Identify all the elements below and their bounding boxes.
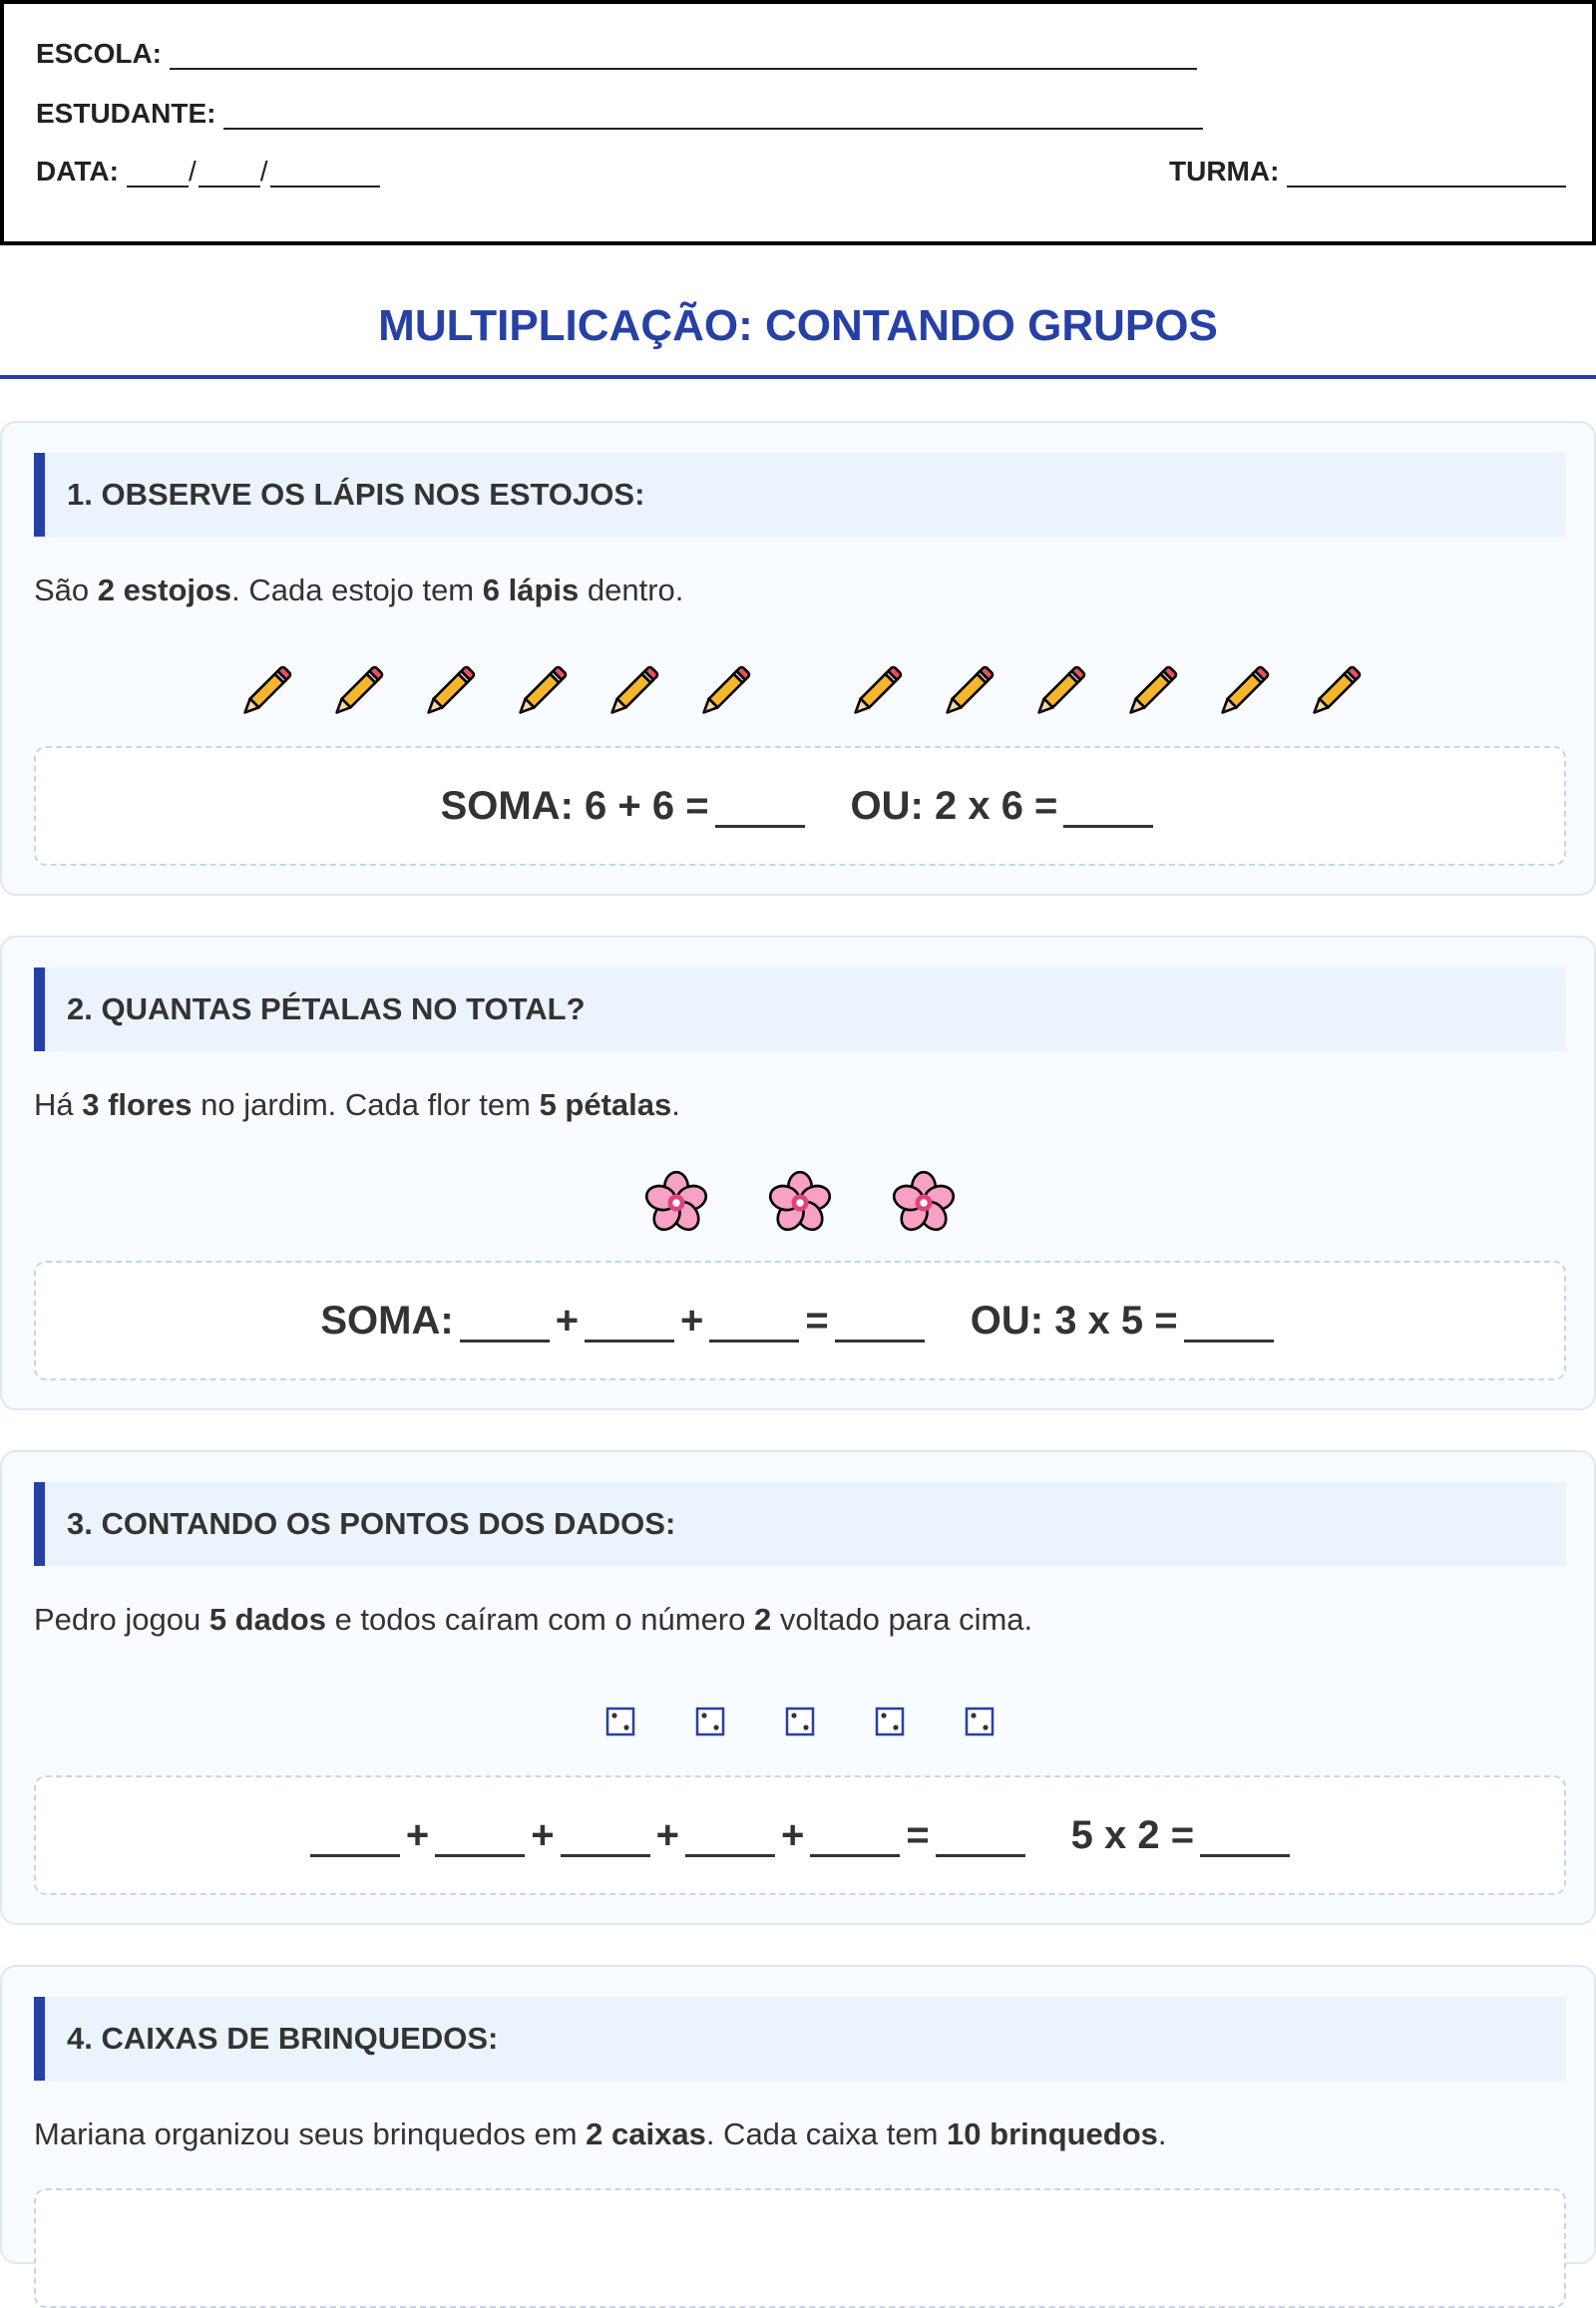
answer-blank[interactable] [709, 1300, 799, 1343]
answer-blank[interactable] [585, 1300, 674, 1343]
student-row [36, 98, 1203, 130]
pencil-icon [691, 659, 757, 725]
pencil-icon [324, 659, 390, 725]
die-face-two-icon [695, 1707, 725, 1736]
page-title: MULTIPLICAÇÃO: CONTANDO GRUPOS [378, 301, 1218, 350]
class-input-line[interactable] [1287, 156, 1566, 188]
pencil-icon [843, 659, 909, 725]
class-label: TURMA: [1169, 156, 1280, 187]
pencil-icon [508, 659, 574, 725]
cherry-blossom-icon [766, 1169, 834, 1237]
pencil-icon [232, 659, 298, 725]
exercise-3-card [0, 1450, 1596, 1925]
answer-blank[interactable] [685, 1814, 775, 1857]
date-month-line[interactable] [199, 156, 260, 188]
exercise-3-text: Pedro jogou 5 dados e todos caíram com o número 2 voltado para cima. [34, 1602, 1033, 1637]
date-row [36, 156, 380, 188]
exercise-1-heading [34, 453, 1566, 537]
school-row [36, 38, 1197, 70]
die-face-two-icon [875, 1707, 905, 1736]
exercise-2-title: 2. QUANTAS PÉTALAS NO TOTAL? [67, 991, 586, 1026]
student-input-line[interactable] [223, 98, 1203, 130]
die-face-two-icon [965, 1707, 995, 1736]
answer-blank[interactable] [561, 1814, 650, 1857]
date-year-line[interactable] [270, 156, 380, 188]
answer-blank[interactable] [460, 1300, 550, 1343]
exercise-1-card [0, 421, 1596, 896]
exercise-3-answer-box: + + + + = 5 x 2 = [34, 1775, 1566, 1895]
multiplication-expression: 5 x 2 = [1070, 1812, 1195, 1857]
exercise-4-heading [34, 1997, 1566, 2081]
pencil-icon [1118, 659, 1184, 725]
exercise-1-title: 1. OBSERVE OS LÁPIS NOS ESTOJOS: [67, 477, 645, 512]
pencil-icon [416, 659, 482, 725]
exercise-1-text: São 2 estojos. Cada estojo tem 6 lápis dentro. [34, 573, 684, 607]
pencil-icon [935, 659, 1000, 725]
pencil-icon [1302, 659, 1368, 725]
student-info-header [0, 0, 1596, 245]
date-separator: / [259, 156, 268, 187]
exercise-4-text: Mariana organizou seus brinquedos em 2 caixas. Cada caixa tem 10 brinquedos. [34, 2116, 1167, 2151]
date-day-line[interactable] [127, 156, 189, 188]
exercise-2-answer-box: SOMA: + + = OU: 3 x 5 = [34, 1261, 1566, 1380]
answer-blank[interactable] [1063, 785, 1153, 828]
die-face-two-icon [785, 1707, 815, 1736]
answer-blank[interactable] [1200, 1814, 1290, 1857]
answer-blank[interactable] [1184, 1300, 1274, 1343]
flower-row [2, 1163, 1596, 1243]
exercise-2-card [0, 936, 1596, 1410]
cherry-blossom-icon [642, 1169, 710, 1237]
date-separator: / [188, 156, 197, 187]
pencil-icon [1210, 659, 1276, 725]
date-label: DATA: [36, 156, 119, 187]
answer-blank[interactable] [835, 1300, 925, 1343]
cherry-blossom-icon [890, 1169, 958, 1237]
answer-blank[interactable] [810, 1814, 900, 1857]
multiplication-expression: OU: 3 x 5 = [970, 1298, 1178, 1343]
exercise-4-title: 4. CAIXAS DE BRINQUEDOS: [67, 2021, 499, 2056]
exercise-4-answer-box [34, 2188, 1566, 2308]
pencil-groups [2, 652, 1596, 732]
school-input-line[interactable] [170, 38, 1197, 70]
title-divider [0, 375, 1596, 379]
sum-label: SOMA: [320, 1298, 454, 1343]
class-row [1169, 156, 1566, 188]
answer-blank[interactable] [936, 1814, 1025, 1857]
dice-row [2, 1692, 1596, 1751]
multiplication-expression: OU: 2 x 6 = [850, 783, 1058, 828]
exercise-2-text: Há 3 flores no jardim. Cada flor tem 5 pétalas. [34, 1087, 680, 1122]
pencil-icon [599, 659, 665, 725]
exercise-2-heading [34, 967, 1566, 1051]
exercise-3-title: 3. CONTANDO OS PONTOS DOS DADOS: [67, 1506, 676, 1541]
sum-expression: SOMA: 6 + 6 = [440, 783, 709, 828]
exercise-1-answer-box [34, 746, 1566, 866]
exercise-3-heading [34, 1482, 1566, 1566]
exercise-4-card [0, 1965, 1596, 2264]
answer-blank[interactable] [310, 1814, 400, 1857]
answer-blank[interactable] [435, 1814, 525, 1857]
die-face-two-icon [605, 1707, 635, 1736]
school-label: ESCOLA: [36, 38, 162, 69]
pencil-icon [1026, 659, 1092, 725]
student-label: ESTUDANTE: [36, 98, 216, 129]
answer-blank[interactable] [715, 785, 805, 828]
